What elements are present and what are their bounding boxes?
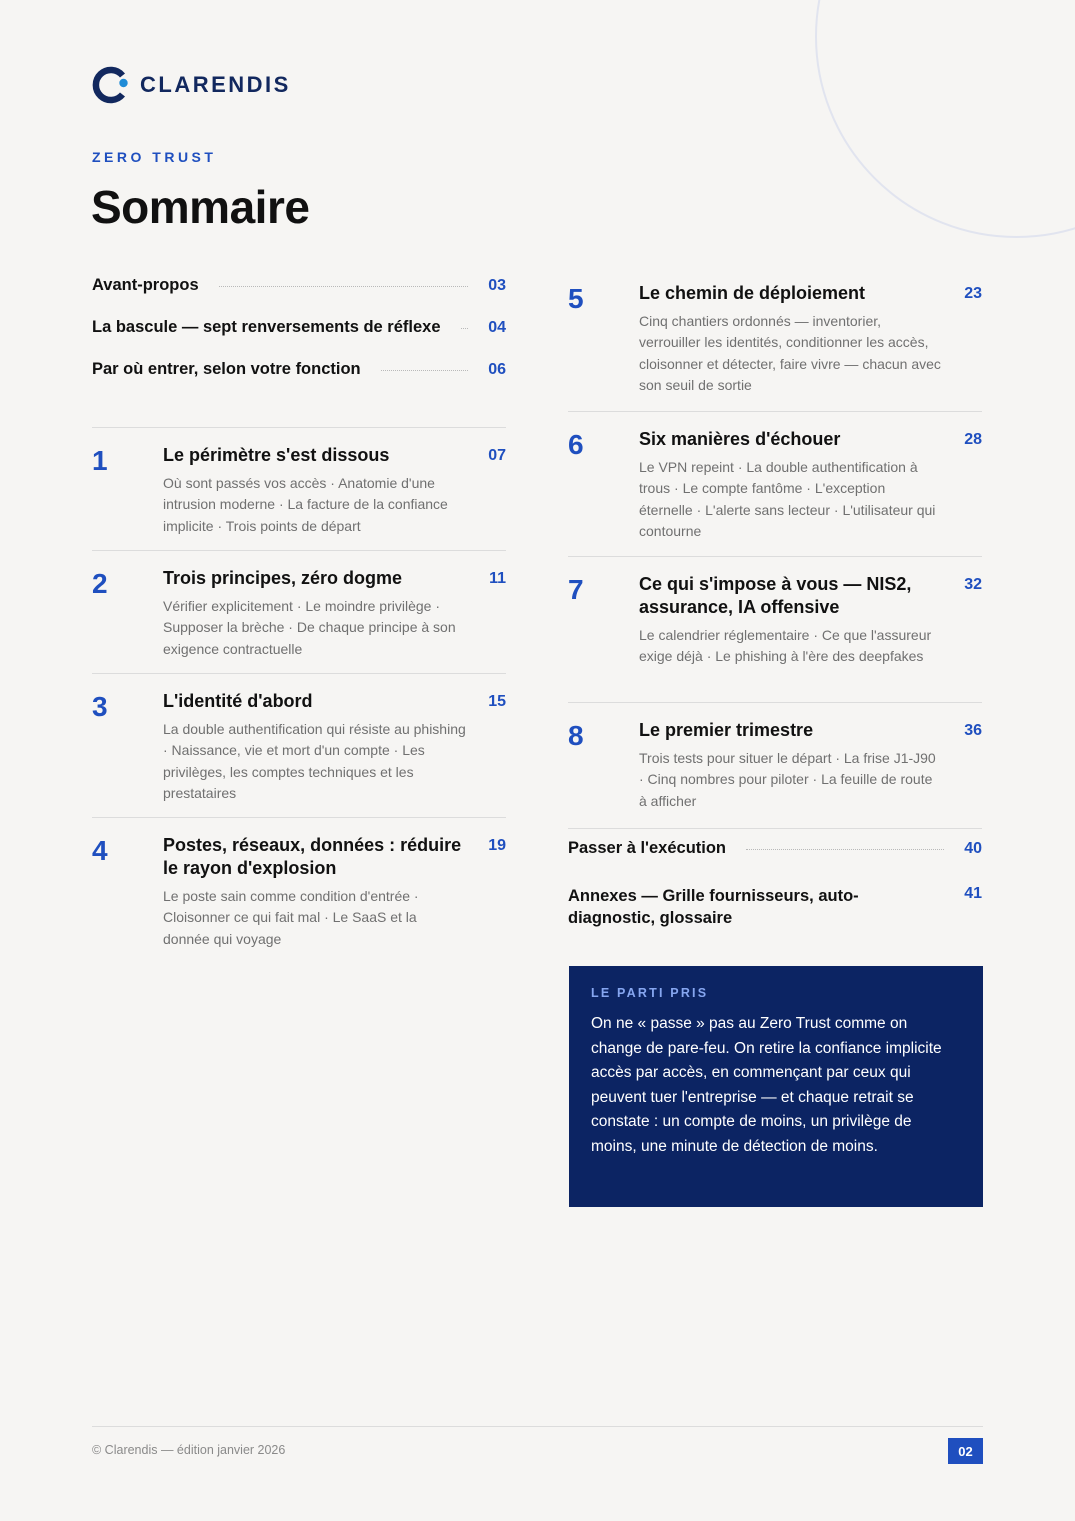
chapter-title: Postes, réseaux, données : réduire le rayon d'explosion [163,835,462,879]
footer-copyright: © Clarendis — édition janvier 2026 [92,1443,286,1457]
toc-chapter-8[interactable] [568,703,982,828]
toc-chapter-3[interactable] [92,674,506,817]
leader-dots [381,370,469,371]
toc-page-number: 19 [488,837,506,854]
toc-entry-avant-propos[interactable] [92,276,506,318]
callout-box [569,966,983,1207]
toc-chapter-2[interactable] [92,551,506,673]
chapter-title: Le premier trimestre [639,720,814,740]
footer-page-number: 02 [948,1438,983,1464]
toc-entry-la-bascule[interactable] [92,318,506,360]
decorative-circle [815,0,1075,238]
toc-page-number: 40 [964,840,982,857]
chapter-title: Le périmètre s'est dissous [163,445,390,465]
toc-entry-par-ou-entrer[interactable] [92,360,506,402]
chapter-number: 7 [568,574,584,605]
toc-chapter-6[interactable] [568,412,982,556]
toc-page-number: 36 [964,722,982,739]
chapter-number: 4 [92,835,108,866]
toc-page-number: 04 [488,319,506,336]
toc-page-number: 23 [964,285,982,302]
chapter-title: Trois principes, zéro dogme [163,568,403,588]
chapter-description: Le VPN repeint · La double authentification à trous · Le compte fantôme · L'exception éternelle · L'alerte sans lecteur · L'utilisateur qui contourne [639,459,936,539]
divider [568,828,982,829]
chapter-number: 8 [568,720,584,751]
chapter-title: L'identité d'abord [163,691,313,711]
toc-page-number: 06 [488,361,506,378]
chapter-number: 5 [568,283,584,314]
toc-page-number: 15 [488,693,506,710]
toc-page-number: 11 [489,570,506,587]
leader-dots [746,849,944,850]
chapter-description: Vérifier explicitement · Le moindre privilège · Supposer la brèche · De chaque principe à son exigence contractuelle [163,598,456,657]
toc-page-number: 03 [488,277,506,294]
toc-right-column [568,276,982,929]
chapter-title: Le chemin de déploiement [639,283,866,303]
chapter-number: 3 [92,691,108,722]
chapter-description: La double authentification qui résiste au phishing · Naissance, vie et mort d'un compte · Les privilèges, les comptes techniques et les prestataires [163,721,466,801]
chapter-description: Cinq chantiers ordonnés — inventorier, verrouiller les identités, conditionner les accès, cloisonner et détecter, faire vivre — chacun avec son seuil de sortie [639,313,941,393]
callout-kicker: LE PARTI PRIS [591,986,709,1000]
toc-page-number: 28 [964,431,982,448]
page-title: Sommaire [91,181,310,233]
toc-page-number: 07 [488,447,506,464]
leader-dots [219,286,469,287]
clarendis-logo-icon [92,66,130,104]
chapter-description: Le calendrier réglementaire · Ce que l'assureur exige déjà · Le phishing à l'ère des deepfakes [639,627,932,665]
chapter-description: Le poste sain comme condition d'entrée · Cloisonner ce qui fait mal · Le SaaS et la donnée qui voyage [163,888,419,947]
toc-chapter-5[interactable] [568,276,982,411]
chapter-title: Six manières d'échouer [639,429,841,449]
footer-divider [92,1426,983,1427]
toc-entry-annexes[interactable] [568,885,982,929]
toc-entry-label: Par où entrer, selon votre fonction [92,360,361,378]
chapter-number: 2 [92,568,108,599]
chapter-number: 1 [92,445,108,476]
toc-entry-passer-a-l-execution[interactable] [568,839,982,881]
chapter-description: Trois tests pour situer le départ · La frise J1-J90 · Cinq nombres pour piloter · La feuille de route à afficher [639,750,936,809]
chapter-number: 6 [568,429,584,460]
toc-chapter-1[interactable] [92,428,506,550]
toc-chapter-7[interactable] [568,557,982,702]
chapter-title: Ce qui s'impose à vous — NIS2, assurance, IA offensive [639,574,912,618]
toc-entry-label: Annexes — Grille fournisseurs, auto-diagnostic, glossaire [568,887,859,927]
toc-left-column [92,276,506,954]
section-eyebrow: ZERO TRUST [92,149,217,165]
chapter-description: Où sont passés vos accès · Anatomie d'une intrusion moderne · La facture de la confiance implicite · Trois points de départ [163,475,448,534]
toc-page-number: 41 [964,885,982,902]
callout-text: On ne « passe » pas au Zero Trust comme on change de pare-feu. On retire la confiance implicite accès par accès, en commençant par ceux qui peuvent tuer l'entreprise — et chaque retrait se constate : un compte de moins, un privilège de moins, une minute de détection de moins. [591,1015,942,1155]
brand-logo [92,66,291,104]
toc-page-number: 32 [964,576,982,593]
brand-name: CLARENDIS [140,72,291,97]
toc-chapter-4[interactable] [92,818,506,954]
toc-entry-label: Passer à l'exécution [568,839,727,857]
leader-dots [461,328,469,329]
toc-entry-label: Avant-propos [92,276,199,294]
toc-entry-label: La bascule — sept renversements de réflexe [92,318,441,336]
